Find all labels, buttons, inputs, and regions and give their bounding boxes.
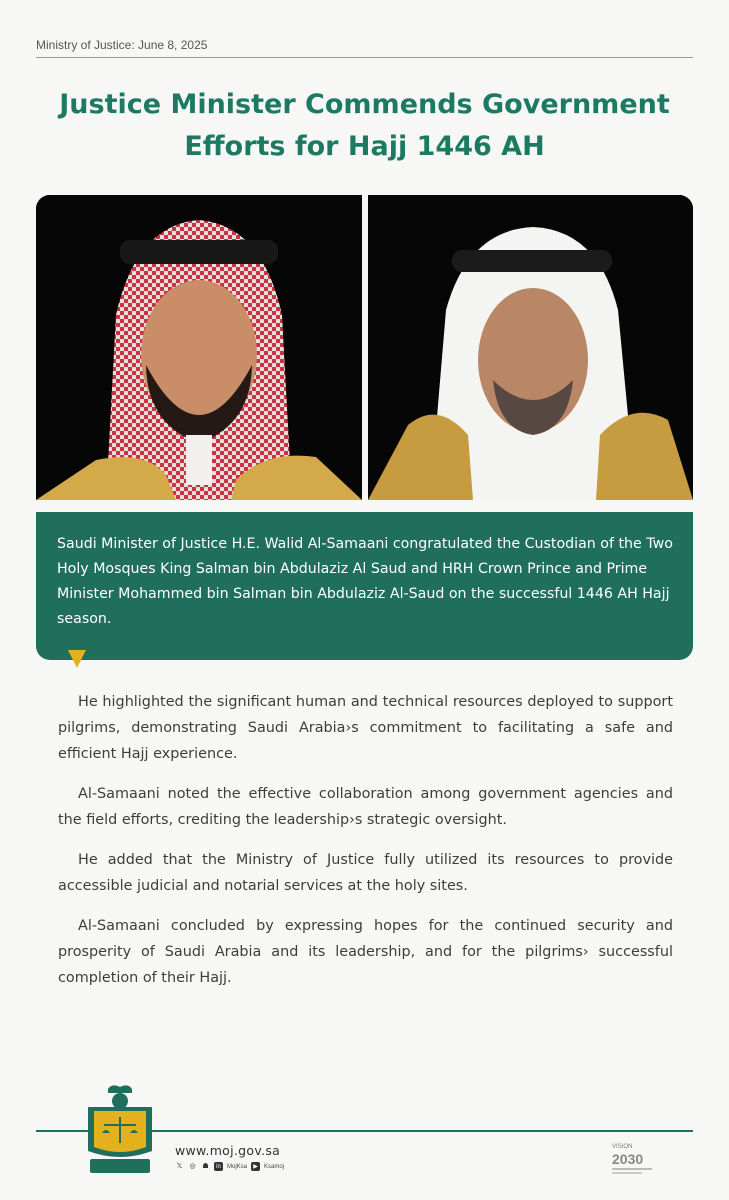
body-paragraph-2: Al-Samaani noted the effective collaboration among government agencies and the field efforts, crediting the leadership›s strategic oversight. bbox=[58, 786, 673, 828]
header-divider bbox=[36, 57, 693, 58]
body-paragraph-3: He added that the Ministry of Justice fully utilized its resources to provide accessible judicial and notarial services at the holy sites. bbox=[58, 852, 673, 894]
lead-pointer-triangle bbox=[68, 650, 86, 668]
ministry-logo bbox=[80, 1081, 160, 1177]
page-title bbox=[30, 84, 699, 168]
linkedin-icon[interactable]: in bbox=[214, 1162, 223, 1171]
lead-text: Saudi Minister of Justice H.E. Walid Al-Samaani congratulated the Custodian of the Two Holy Mosques King Salman bin Abdulaziz Al Saud and HRH Crown Prince and Prime Minister Mohammed bin Salman bin Abdulaziz Al-Saud on the successful 1446 AH Hajj season. bbox=[57, 536, 673, 627]
x-icon[interactable]: 𝕏 bbox=[176, 1163, 183, 1170]
vision-label: VISION bbox=[612, 1144, 633, 1150]
title-line-1: Justice Minister Commends Government bbox=[59, 89, 670, 120]
social-handle-2[interactable]: Ksamoj bbox=[264, 1163, 285, 1170]
portrait-card bbox=[36, 195, 693, 500]
website-link[interactable]: www.moj.gov.sa bbox=[175, 1143, 281, 1158]
article-body bbox=[58, 689, 673, 1005]
vision-year: 2030 bbox=[612, 1151, 644, 1167]
portrait-crown-prince bbox=[36, 195, 362, 500]
title-line-2: Efforts for Hajj 1446 AH bbox=[184, 131, 545, 162]
snapchat-icon[interactable]: ☗ bbox=[202, 1163, 209, 1170]
dateline: Ministry of Justice: June 8, 2025 bbox=[36, 38, 208, 52]
body-paragraph-1: He highlighted the significant human and technical resources deployed to support pilgrims, demonstrating Saudi Arabia›s commitment to facilitating a safe and efficient Hajj experience. bbox=[58, 694, 673, 762]
lead-summary-box bbox=[36, 512, 693, 660]
social-handle-1[interactable]: MojKsa bbox=[227, 1163, 248, 1170]
vision-2030-logo bbox=[610, 1140, 660, 1176]
body-paragraph-4: Al-Samaani concluded by expressing hopes for the continued security and prosperity of Saudi Arabia and its leadership, and for the pilgrims› successful completion of their Hajj. bbox=[58, 918, 673, 986]
social-links bbox=[175, 1162, 284, 1171]
portrait-king bbox=[368, 195, 693, 500]
youtube-icon[interactable]: ▶ bbox=[251, 1162, 260, 1171]
instagram-icon[interactable]: ◎ bbox=[189, 1163, 196, 1170]
